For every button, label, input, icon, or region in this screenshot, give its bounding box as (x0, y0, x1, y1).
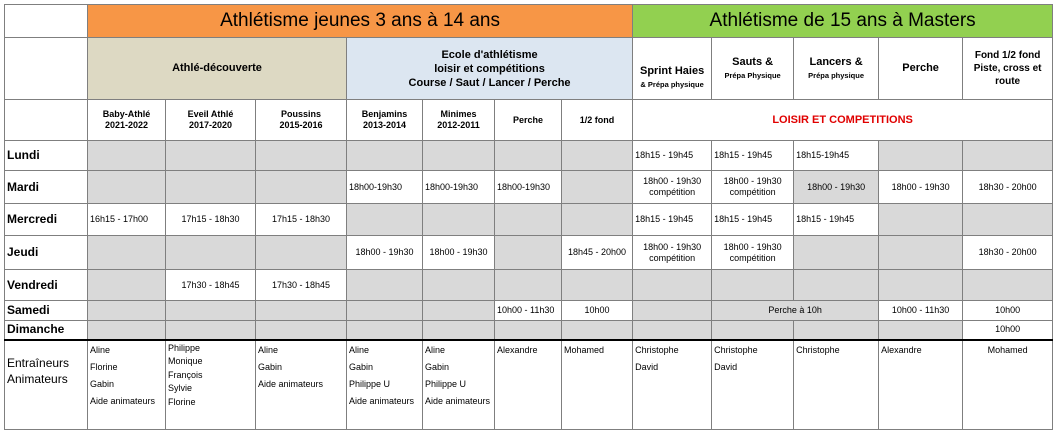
empty-cell (562, 270, 633, 301)
empty-cell (166, 141, 256, 171)
cat-eveil-years: 2017-2020 (188, 120, 233, 130)
staff-name: Gabin (258, 361, 283, 372)
slot-mardi-sauts (712, 171, 794, 204)
empty-cell (347, 204, 423, 236)
empty-cell (88, 236, 166, 270)
empty-cell (495, 321, 562, 340)
slot-lundi-sauts: 18h15 - 19h45 (712, 141, 794, 171)
slot-jeudi-sprint (633, 236, 712, 270)
staff-name: Aide animateurs (349, 395, 415, 406)
empty-cell (712, 321, 794, 340)
staff-name: Florine (168, 396, 196, 407)
slot-jeudi-sprint-note: compétition (649, 252, 696, 263)
header-sprint-title: Sprint Haies (640, 64, 705, 77)
empty-cell (423, 141, 495, 171)
empty-cell (495, 270, 562, 301)
cat-benjamins-name: Benjamins (361, 109, 408, 119)
slot-mardi-sprint-note: compétition (649, 187, 696, 197)
staff-name: Monique (168, 356, 203, 366)
cat-demi-fond: 1/2 fond (562, 100, 633, 141)
group-ecole-line3: Course / Saut / Lancer / Perche (408, 76, 571, 89)
empty-cell (256, 171, 347, 204)
empty-cell (562, 171, 633, 204)
staff-name: Philippe (168, 342, 201, 353)
staff-name: Aline (349, 344, 370, 355)
staff-name: Aide animateurs (425, 395, 491, 406)
header-perche: Perche (879, 38, 963, 100)
slot-mercredi-baby: 16h15 - 17h00 (88, 204, 166, 236)
empty-cell (88, 321, 166, 340)
cat-benjamins-years: 2013-2014 (362, 120, 407, 130)
staff-name: Gabin (90, 378, 115, 389)
header-sauts-title: Sauts & (732, 55, 774, 68)
empty-cell (633, 270, 712, 301)
slot-mardi-fond: 18h30 - 20h00 (963, 171, 1053, 204)
slot-jeudi-sprint-time: 18h00 - 19h30 (643, 241, 702, 252)
empty-cell (256, 236, 347, 270)
staff-name: Sylvie (168, 383, 193, 393)
empty-cell (495, 141, 562, 171)
header-lancers-sub: Prépa physique (808, 70, 865, 80)
group-ecole-line1: Ecole d'athlétisme (441, 48, 538, 61)
slot-lundi-lancers: 18h15-19h45 (794, 141, 879, 171)
cat-poussins-years: 2015-2016 (279, 120, 323, 130)
cat-minimes (423, 100, 495, 141)
cat-baby (88, 100, 166, 141)
header-sprint-sub: & Prépa physique (640, 79, 704, 89)
staff-name: Philippe U (425, 378, 467, 389)
empty-cell (256, 301, 347, 321)
blank-cell (5, 38, 88, 100)
empty-cell (347, 141, 423, 171)
slot-samedi-perche: 10h00 - 11h30 (495, 301, 562, 321)
empty-cell (88, 141, 166, 171)
staff-name: François (168, 369, 203, 380)
slot-jeudi-sauts-note: compétition (729, 252, 776, 263)
schedule-table (4, 4, 1053, 430)
slot-jeudi-minimes: 18h00 - 19h30 (423, 236, 495, 270)
blank-cell (5, 100, 88, 141)
staff-eveil (166, 340, 256, 430)
slot-mardi-sprint (633, 171, 712, 204)
empty-cell (562, 141, 633, 171)
banner-youth: Athlétisme jeunes 3 ans à 14 ans (88, 5, 633, 38)
staff-name: Gabin (425, 361, 450, 372)
slot-mercredi-sauts: 18h15 - 19h45 (712, 204, 794, 236)
slot-mardi-sauts-time: 18h00 - 19h30 (723, 176, 782, 186)
slot-samedi-demi-fond: 10h00 (562, 301, 633, 321)
staff-demi-fond: Mohamed (562, 340, 633, 430)
slot-jeudi-sauts-time: 18h00 - 19h30 (723, 241, 782, 252)
empty-cell (562, 321, 633, 340)
empty-cell (963, 204, 1053, 236)
empty-cell (963, 141, 1053, 171)
cat-eveil-name: Eveil Athlé (187, 109, 234, 119)
slot-mardi-benjamins: 18h00-19h30 (347, 171, 423, 204)
staff-name: Florine (90, 361, 118, 372)
slot-dimanche-fond: 10h00 (963, 321, 1053, 340)
empty-cell (879, 236, 963, 270)
empty-cell (88, 171, 166, 204)
cat-poussins (256, 100, 347, 141)
slot-mercredi-sprint: 18h15 - 19h45 (633, 204, 712, 236)
banner-adult: Athlétisme de 15 ans à Masters (633, 5, 1053, 38)
slot-vendredi-poussins: 17h30 - 18h45 (256, 270, 347, 301)
slot-mercredi-poussins: 17h15 - 18h30 (256, 204, 347, 236)
cat-benjamins (347, 100, 423, 141)
empty-cell (166, 321, 256, 340)
slot-mardi-perche-adult: 18h00 - 19h30 (879, 171, 963, 204)
staff-name: Christophe (714, 344, 758, 355)
group-ecole-line2: loisir et compétitions (434, 62, 545, 75)
empty-cell (256, 141, 347, 171)
staff-perche-adult: Alexandre (879, 340, 963, 430)
header-sprint (633, 38, 712, 100)
staff-label (5, 340, 88, 430)
staff-name: Philippe U (349, 378, 391, 389)
empty-cell (712, 270, 794, 301)
cat-baby-years: 2021-2022 (104, 120, 149, 130)
slot-mardi-minimes: 18h00-19h30 (423, 171, 495, 204)
header-fond-line3: route (995, 76, 1021, 87)
staff-name: Aline (425, 344, 446, 355)
slot-mardi-sprint-time: 18h00 - 19h30 (643, 176, 702, 186)
group-ecole (347, 38, 633, 100)
cat-minimes-years: 2012-2011 (437, 120, 480, 130)
empty-cell (88, 301, 166, 321)
empty-cell (963, 270, 1053, 301)
staff-benjamins (347, 340, 423, 430)
staff-perche: Alexandre (495, 340, 562, 430)
empty-cell (423, 204, 495, 236)
staff-name: Aide animateurs (258, 378, 324, 389)
empty-cell (256, 321, 347, 340)
slot-samedi-perche-adult: 10h00 - 11h30 (879, 301, 963, 321)
empty-cell (633, 301, 712, 321)
empty-cell (88, 270, 166, 301)
slot-mardi-perche: 18h00-19h30 (495, 171, 562, 204)
staff-name: David (714, 361, 738, 372)
day-dimanche: Dimanche (5, 321, 88, 340)
slot-vendredi-eveil: 17h30 - 18h45 (166, 270, 256, 301)
corner-blank (5, 5, 88, 38)
header-lancers (794, 38, 879, 100)
empty-cell (347, 270, 423, 301)
empty-cell (347, 321, 423, 340)
header-sauts (712, 38, 794, 100)
empty-cell (347, 301, 423, 321)
slot-lundi-sprint: 18h15 - 19h45 (633, 141, 712, 171)
header-fond (963, 38, 1053, 100)
cat-baby-name: Baby-Athlé (102, 109, 151, 119)
empty-cell (495, 236, 562, 270)
empty-cell (495, 204, 562, 236)
slot-samedi-sauts: Perche à 10h (712, 301, 879, 321)
header-fond-line2: Piste, cross et (973, 63, 1042, 74)
cat-minimes-name: Minimes (440, 109, 477, 119)
slot-samedi-fond: 10h00 (963, 301, 1053, 321)
staff-lancers: Christophe (794, 340, 879, 430)
empty-cell (423, 270, 495, 301)
staff-name: Gabin (349, 361, 374, 372)
empty-cell (423, 301, 495, 321)
slot-jeudi-demi-fond: 18h45 - 20h00 (562, 236, 633, 270)
staff-name: David (635, 361, 659, 372)
staff-fond: Mohamed (963, 340, 1053, 430)
staff-baby (88, 340, 166, 430)
empty-cell (423, 321, 495, 340)
empty-cell (879, 204, 963, 236)
day-jeudi: Jeudi (5, 236, 88, 270)
slot-mercredi-eveil: 17h15 - 18h30 (166, 204, 256, 236)
staff-name: Christophe (635, 344, 679, 355)
slot-jeudi-benjamins: 18h00 - 19h30 (347, 236, 423, 270)
staff-name: Aide animateurs (90, 395, 156, 406)
empty-cell (794, 236, 879, 270)
empty-cell (166, 301, 256, 321)
slot-mercredi-lancers: 18h15 - 19h45 (794, 204, 879, 236)
empty-cell (879, 270, 963, 301)
staff-minimes (423, 340, 495, 430)
empty-cell (562, 204, 633, 236)
staff-poussins (256, 340, 347, 430)
cat-poussins-name: Poussins (280, 109, 321, 119)
staff-name: Aline (90, 344, 111, 355)
empty-cell (633, 321, 712, 340)
empty-cell (166, 171, 256, 204)
header-lancers-title: Lancers & (809, 55, 863, 68)
day-mercredi: Mercredi (5, 204, 88, 236)
staff-sprint (633, 340, 712, 430)
day-mardi: Mardi (5, 171, 88, 204)
empty-cell (879, 141, 963, 171)
staff-name: Aline (258, 344, 279, 355)
slot-mardi-lancers: 18h00 - 19h30 (794, 171, 879, 204)
cat-perche: Perche (495, 100, 562, 141)
staff-sauts (712, 340, 794, 430)
empty-cell (166, 236, 256, 270)
slot-jeudi-fond: 18h30 - 20h00 (963, 236, 1053, 270)
header-fond-line1: Fond 1/2 fond (974, 50, 1041, 61)
loisir-competitions-label: LOISIR ET COMPETITIONS (633, 100, 1053, 141)
empty-cell (794, 321, 879, 340)
staff-label-line2: Animateurs (7, 371, 68, 386)
group-decouverte: Athlé-découverte (88, 38, 347, 100)
cat-eveil (166, 100, 256, 141)
day-samedi: Samedi (5, 301, 88, 321)
staff-label-line1: Entraîneurs (7, 355, 70, 370)
empty-cell (879, 321, 963, 340)
header-sauts-sub: Prépa Physique (724, 70, 781, 80)
slot-jeudi-sauts (712, 236, 794, 270)
slot-mardi-sauts-note: compétition (729, 187, 776, 197)
day-vendredi: Vendredi (5, 270, 88, 301)
day-lundi: Lundi (5, 141, 88, 171)
empty-cell (794, 270, 879, 301)
